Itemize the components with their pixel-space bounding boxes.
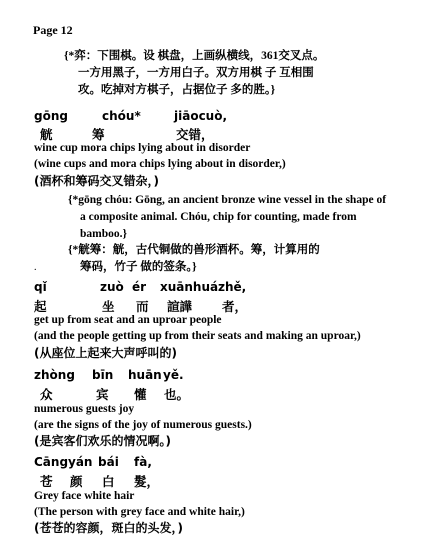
english-translation: (The person with grey face and white hair,): [34, 506, 245, 518]
hanzi-row: [40, 125, 400, 142]
note-line: 筹码，竹子 做的签条。}: [80, 261, 197, 273]
pinyin-word: bái: [98, 455, 119, 469]
english-translation: (are the signs of the joy of numerous guests.): [34, 419, 252, 431]
pinyin-word: xuānhuá: [160, 280, 219, 294]
note-line: 攻。吃掉对方棋子，占据位子 多的胜。}: [78, 84, 276, 96]
hanzi-word: 交错，: [176, 127, 214, 142]
hanzi-word: 懽: [134, 387, 147, 402]
page-number: Page 12: [33, 23, 73, 37]
hanzi-word: 宾: [96, 387, 109, 402]
english-literal: wine cup mora chips lying about in disorder: [34, 142, 251, 154]
english-translation: (wine cups and mora chips lying about in disorder,): [34, 158, 286, 170]
pinyin-word: chóu*: [102, 109, 141, 123]
note-yi: [64, 48, 324, 99]
hanzi-word: 也。: [164, 387, 190, 402]
hanzi-word: 颜: [70, 474, 83, 489]
chinese-translation: (酒杯和筹码交叉错杂，): [34, 174, 159, 188]
chinese-translation: (苍苍的容颜，斑白的头发，): [34, 521, 183, 535]
pinyin-word: jiāocuò,: [174, 109, 228, 123]
english-literal: get up from seat and an uproar people: [34, 314, 222, 326]
english-translation: (and the people getting up from their seats and making an uproar,): [34, 330, 361, 342]
pinyin-word: zuò: [100, 280, 124, 294]
english-literal: numerous guests joy: [34, 403, 135, 415]
pinyin-word: zhòng: [34, 368, 75, 382]
note-line: 一方用黑子，一方用白子。双方用棋 子 互相围: [78, 67, 314, 79]
hanzi-word: 觥: [40, 127, 53, 142]
hanzi-word: 白: [102, 474, 115, 489]
hanzi-row: [40, 385, 400, 402]
pinyin-word: huān: [128, 368, 162, 382]
pinyin-word: bīn: [92, 368, 114, 382]
note-gong-chou-chinese: [68, 242, 320, 276]
hanzi-word: 筹: [92, 127, 105, 142]
pinyin-row: [34, 368, 394, 382]
pinyin-word: Cāng: [34, 455, 69, 469]
pinyin-row: [34, 280, 394, 294]
hanzi-word: 髮，: [134, 474, 160, 489]
hanzi-row: [40, 472, 400, 489]
hanzi-word: 坐: [102, 299, 115, 314]
pinyin-word: yán: [68, 455, 93, 469]
pinyin-word: yě.: [163, 368, 184, 382]
note-line: {*弈：下围棋。设 棋盘，上画纵横线，361交叉点。: [64, 50, 325, 62]
chinese-translation: (是宾客们欢乐的情况啊。): [34, 434, 171, 448]
note-gong-chou-english: [68, 192, 386, 243]
pinyin-word: gōng: [34, 109, 68, 123]
english-literal: Grey face white hair: [34, 490, 135, 502]
note-line: {*觥筹：觥，古代铜做的兽形酒杯。筹，计算用的: [68, 244, 320, 256]
stray-mark: .: [34, 262, 37, 273]
note-line: bamboo.}: [80, 228, 128, 240]
chinese-translation: (从座位上起来大声呼叫的): [34, 346, 177, 360]
pinyin-word: fà,: [134, 455, 152, 469]
hanzi-word: 起: [34, 299, 47, 314]
hanzi-word: 諠譁: [167, 299, 193, 314]
pinyin-word: qǐ: [34, 280, 47, 294]
hanzi-word: 众: [40, 387, 53, 402]
pinyin-row: [34, 455, 394, 469]
hanzi-word: 苍: [40, 474, 53, 489]
hanzi-row: [34, 297, 394, 314]
note-line: a composite animal. Chóu, chip for counting, made from: [80, 211, 357, 223]
pinyin-word: ér: [132, 280, 147, 294]
hanzi-word: 者，: [222, 299, 248, 314]
note-line: {*gōng chóu: Gōng, an ancient bronze wine vessel in the shape of: [68, 194, 387, 206]
hanzi-word: 而: [136, 299, 149, 314]
pinyin-row: [34, 109, 394, 123]
pinyin-word: zhě,: [218, 280, 247, 294]
